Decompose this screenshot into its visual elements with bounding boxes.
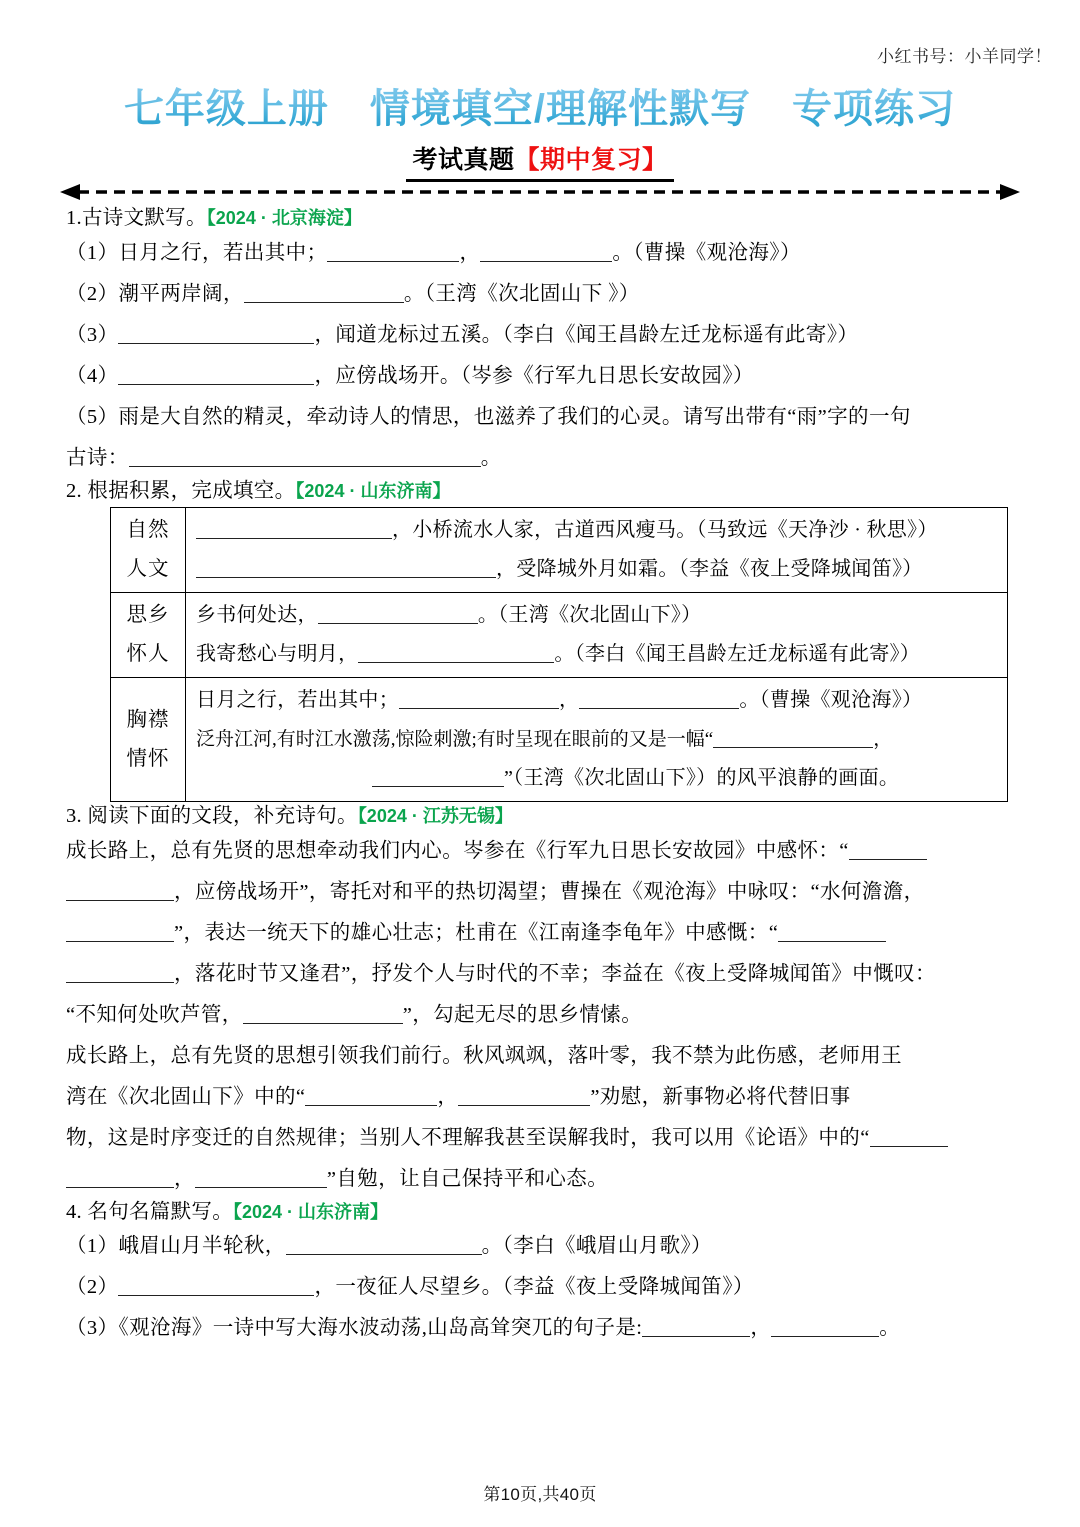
question-1-label: 1.古诗文默写。 xyxy=(66,207,207,229)
answer-blank[interactable] xyxy=(642,1319,750,1337)
q3-para2-line1 xyxy=(66,1036,1018,1077)
table-line-mid: ， xyxy=(559,689,580,711)
q4-item-3-text-b: ， xyxy=(750,1317,772,1339)
q1-item-2-text-a: （2）潮平两岸阔， xyxy=(66,282,244,305)
category-char-line-2: 怀人 xyxy=(126,643,170,665)
table-line xyxy=(196,759,999,798)
answer-blank[interactable] xyxy=(66,883,174,901)
q3-p2-seg3: ， xyxy=(437,1085,459,1108)
q3-para2-line2 xyxy=(66,1077,1018,1118)
question-3-heading xyxy=(66,806,1018,827)
answer-blank[interactable] xyxy=(129,449,481,467)
q1-item-1-text-b: ， xyxy=(459,241,481,264)
question-2-source-tag: 【2024 · 山东济南】 xyxy=(295,480,451,501)
q4-item-2-text-b: ，一夜征人尽望乡。（李益《夜上受降城闻笛》） xyxy=(314,1276,754,1298)
q4-item-1-text-b: 。（李白《峨眉山月歌》） xyxy=(481,1235,712,1257)
question-4-heading xyxy=(66,1202,1018,1223)
q1-item-3-text-a: （3） xyxy=(66,323,119,346)
q3-para1-line5 xyxy=(66,995,1018,1036)
category-char-line-1: 自然 xyxy=(126,519,170,541)
question-2-label: 2. 根据积累，完成填空。 xyxy=(66,479,296,502)
q3-p1-seg4: ，落花时节又逢君”，抒发个人与时代的不幸；李益在《夜上受降城闻笛》中慨叹： xyxy=(174,962,936,985)
answer-blank[interactable] xyxy=(195,1170,327,1188)
q1-item-5-text-a: （5）雨是大自然的精灵，牵动诗人的情思，也滋养了我们的心灵。请写出带有“雨”字的一句 xyxy=(66,405,911,428)
q3-para1-line4 xyxy=(66,954,1018,995)
page-footer: 第10页,共40页 xyxy=(483,1485,597,1504)
table-line-text: ，受降城外月如霜。（李益《夜上受降城闻笛》） xyxy=(496,558,923,580)
q4-item-3-text-a: （3）《观沧海》一诗中写大海水波动荡,山岛高耸突兀的句子是: xyxy=(66,1317,643,1339)
table-line xyxy=(196,550,999,589)
answer-blank[interactable] xyxy=(713,730,873,748)
q3-para1-line2 xyxy=(66,872,1018,913)
answer-blank[interactable] xyxy=(480,244,612,262)
q1-item-4-text-b: ，应傍战场开。（岑参《行军九日思长安故园》） xyxy=(314,364,754,387)
table-line-text: 。（李白《闻王昌龄左迁龙标遥有此寄》） xyxy=(554,643,921,665)
question-3-source-tag: 【2024 · 江苏无锡】 xyxy=(357,806,513,826)
answer-blank[interactable] xyxy=(870,1129,948,1147)
q3-p1-seg3: ”，表达一统天下的雄心壮志；杜甫在《江南逢李龟年》中感慨：“ xyxy=(174,921,779,944)
table-line-pre: 我寄愁心与明月， xyxy=(196,643,359,665)
table-line-pre: 乡书何处达， xyxy=(196,604,318,626)
q4-item-2 xyxy=(66,1267,1018,1308)
answer-blank[interactable] xyxy=(579,691,739,709)
category-char-line-1: 思乡 xyxy=(126,604,170,626)
q3-para2-line3 xyxy=(66,1118,1018,1159)
answer-blank[interactable] xyxy=(849,842,927,860)
table-content-cell xyxy=(186,508,1008,593)
q3-para1-line1 xyxy=(66,831,1018,872)
table-content-cell xyxy=(186,678,1008,802)
worksheet-content xyxy=(66,208,1018,1349)
category-char-line-2: 人文 xyxy=(126,558,170,580)
answer-blank[interactable] xyxy=(318,606,478,624)
q1-item-2 xyxy=(66,274,1018,315)
q1-item-5-line1 xyxy=(66,397,1018,438)
answer-blank[interactable] xyxy=(778,924,886,942)
answer-blank[interactable] xyxy=(458,1088,590,1106)
q4-item-3 xyxy=(66,1308,1018,1349)
table-line xyxy=(196,511,999,550)
q4-item-3-text-c: 。 xyxy=(879,1317,901,1339)
q1-item-4 xyxy=(66,356,1018,397)
question-1-heading xyxy=(66,208,1018,229)
table-category-cell xyxy=(111,508,186,593)
table-line-text: ， xyxy=(873,729,893,750)
q1-item-1-text-c: 。（曹操《观沧海》） xyxy=(612,241,801,264)
poetry-fill-table xyxy=(110,507,1008,802)
q3-p2-seg7: ”自勉，让自己保持平和心态。 xyxy=(326,1167,609,1190)
answer-blank[interactable] xyxy=(118,367,314,385)
answer-blank[interactable] xyxy=(66,965,174,983)
answer-blank[interactable] xyxy=(399,691,559,709)
table-line xyxy=(196,720,999,759)
subtitle-container xyxy=(0,140,1080,182)
answer-blank[interactable] xyxy=(66,924,174,942)
q4-item-1 xyxy=(66,1226,1018,1267)
answer-blank[interactable] xyxy=(372,769,504,787)
q1-item-3 xyxy=(66,315,1018,356)
answer-blank[interactable] xyxy=(196,521,392,539)
answer-blank[interactable] xyxy=(286,1237,482,1255)
answer-blank[interactable] xyxy=(118,1278,314,1296)
q1-item-1 xyxy=(66,233,1018,274)
q4-item-2-text-a: （2） xyxy=(66,1276,119,1298)
question-1-source-tag: 【2024 · 北京海淀】 xyxy=(206,208,362,228)
answer-blank[interactable] xyxy=(66,1170,174,1188)
table-line-text: ”（王湾《次北固山下》）的风平浪静的画面。 xyxy=(504,767,900,789)
answer-blank[interactable] xyxy=(771,1319,879,1337)
q3-p1-seg2: ，应傍战场开”，寄托对和平的热切渴望；曹操在《观沧海》中咏叹：“水何澹澹， xyxy=(174,880,925,903)
table-row xyxy=(111,593,1008,678)
answer-blank[interactable] xyxy=(118,326,314,344)
subtitle-black-part: 考试真题 xyxy=(412,146,515,174)
table-line xyxy=(196,635,999,674)
answer-blank[interactable] xyxy=(196,560,496,578)
table-line-pre: 泛舟江河,有时江水激荡,惊险刺激;有时呈现在眼前的又是一幅“ xyxy=(196,729,714,750)
table-content-cell xyxy=(186,593,1008,678)
q3-p1-seg1: 成长路上，总有先贤的思想牵动我们内心。岑参在《行军九日思长安故园》中感怀：“ xyxy=(66,839,849,862)
q3-para1-line3 xyxy=(66,913,1018,954)
table-line-pre: 日月之行，若出其中； xyxy=(196,689,399,711)
q3-p1-seg6: ”，勾起无尽的思乡情愫。 xyxy=(402,1003,643,1026)
subtitle xyxy=(406,140,673,182)
answer-blank[interactable] xyxy=(243,1006,403,1024)
q1-item-4-text-a: （4） xyxy=(66,364,119,387)
question-4-source-tag: 【2024 · 山东济南】 xyxy=(233,1201,389,1222)
question-3-label: 3. 阅读下面的文段，补充诗句。 xyxy=(66,805,358,827)
q3-p2-seg6: ， xyxy=(174,1167,195,1190)
table-line-text: 。（王湾《次北固山下》） xyxy=(477,604,702,626)
page-title: 七年级上册 情境填空/理解性默写 专项练习 xyxy=(0,86,1080,132)
q3-p2-seg4: ”劝慰，新事物必将代替旧事 xyxy=(590,1085,851,1108)
watermark-text: 小红书号：小羊同学！ xyxy=(877,47,1052,66)
table-line-text: ，小桥流水人家，古道西风瘦马。（马致远《天净沙 · 秋思》） xyxy=(392,519,938,541)
table-row xyxy=(111,678,1008,802)
double-headed-dashed-arrow-icon xyxy=(60,181,1020,203)
q1-item-5-text-c: 。 xyxy=(480,446,502,469)
q1-item-5-text-b: 古诗： xyxy=(66,446,129,469)
answer-blank[interactable] xyxy=(327,244,459,262)
answer-blank[interactable] xyxy=(305,1088,437,1106)
table-line-text: 。（曹操《观沧海》） xyxy=(739,689,923,711)
dashed-double-arrow-divider xyxy=(60,181,1020,203)
q4-item-1-text-a: （1）峨眉山月半轮秋， xyxy=(66,1235,286,1257)
question-2-heading xyxy=(66,481,1018,502)
q3-p2-seg2: 湾在《次北固山下》中的“ xyxy=(66,1085,306,1108)
answer-blank[interactable] xyxy=(358,645,554,663)
q3-p1-seg5: “不知何处吹芦管， xyxy=(66,1003,243,1026)
q1-item-5-line2 xyxy=(66,438,1018,479)
q3-p2-seg5: 物，这是时序变迁的自然规律；当别人不理解我甚至误解我时，我可以用《论语》中的“ xyxy=(66,1126,870,1149)
table-category-cell xyxy=(111,678,186,802)
table-line xyxy=(196,681,999,720)
q1-item-2-text-b: 。（王湾《次北固山下 》） xyxy=(403,282,640,305)
subtitle-red-part: 【期中复习】 xyxy=(514,146,668,174)
table-line xyxy=(196,596,999,635)
category-char-line-2: 情怀 xyxy=(126,747,170,770)
q3-p2-seg1: 成长路上，总有先贤的思想引领我们前行。秋风飒飒，落叶零，我不禁为此伤感，老师用王 xyxy=(66,1044,902,1067)
q3-para2-line4 xyxy=(66,1159,1018,1200)
table-category-cell xyxy=(111,593,186,678)
table-row xyxy=(111,508,1008,593)
q1-item-1-text-a: （1）日月之行，若出其中； xyxy=(66,241,328,264)
question-4-label: 4. 名句名篇默写。 xyxy=(66,1200,233,1223)
q1-item-3-text-b: ，闻道龙标过五溪。（李白《闻王昌龄左迁龙标遥有此寄》） xyxy=(314,323,859,346)
category-char-line-1: 胸襟 xyxy=(126,708,170,731)
answer-blank[interactable] xyxy=(244,285,404,303)
